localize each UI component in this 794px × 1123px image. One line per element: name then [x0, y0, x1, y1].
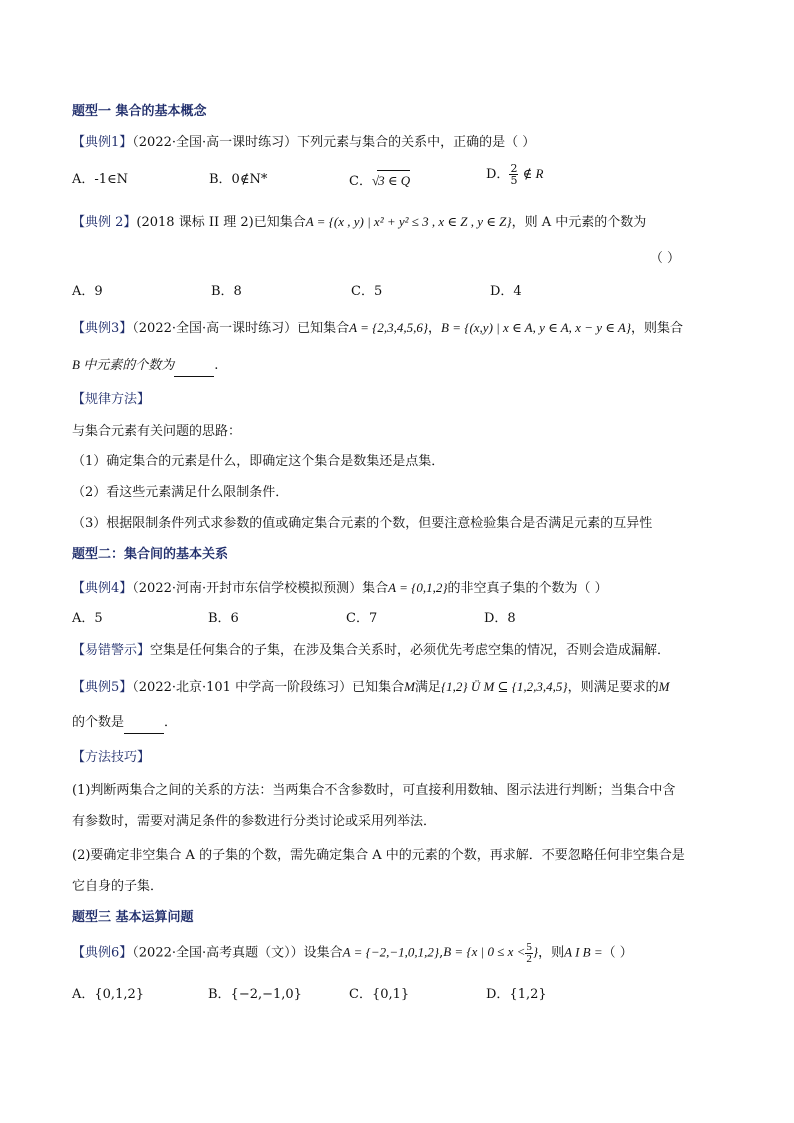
option-c: C．{0,1} [349, 987, 410, 1002]
set-a: A = {0,1,2} [388, 580, 448, 595]
example-6-stem: 【典例6】（2022·全国·高考真题（文））设集合A = {−2,−1,0,1,2},B = {x | 0 ≤ x < $\frac{5}{2}$ }，则A I B =（ ） [72, 941, 633, 965]
rule-line-4: （3）根据限制条件列式求参数的值或确定集合元素的个数，但要注意检验集合是否满足元素的互异性 [72, 516, 653, 531]
option-c: C．7 [346, 611, 378, 626]
option-b: B．0∉N* [209, 172, 268, 187]
set-b: B = {x | 0 ≤ x < $\frac{5}{2}$ } [443, 941, 539, 965]
option-d: D．8 [484, 611, 516, 626]
option-d: D．{1,2} [486, 987, 547, 1002]
example-2-stem: 【典例 2】(2018 课标 II 理 2)已知集合A = {(x , y) | x² + y² ≤ 3 , x ∈ Z , y ∈ Z}，则 A 中元素的个数为 [72, 214, 647, 230]
set-b: B = {(x,y) | x ∈ A, y ∈ A, x − y ∈ A} [441, 320, 632, 335]
answer-blank[interactable] [124, 713, 164, 734]
section-title-2: 题型二：集合间的基本关系 [72, 547, 229, 562]
example-4-stem: 【典例4】（2022·河南·开封市东信学校模拟预测）集合A = {0,1,2}的非空真子集的个数为（ ） [72, 580, 608, 596]
warning-label: 【易错警示】 [72, 643, 151, 658]
rule-label: 【规律方法】 [72, 392, 151, 407]
example-1-stem [72, 133, 535, 153]
option-a: A．{0,1,2} [72, 987, 145, 1002]
tips-line-3: (2)要确定非空集合 A 的子集的个数，需先确定集合 A 中的元素的个数，再求解．不要忽略任何非空集合是 [72, 848, 685, 863]
option-d: D． $\frac{2}{5}$ ∉ R [486, 162, 544, 187]
set-relation: {1,2} Ü M ⊆ {1,2,3,4,5} [440, 679, 568, 694]
option-c: C．5 [351, 284, 383, 299]
tips-label: 【方法技巧】 [72, 750, 151, 765]
warning-note: 【易错警示】空集是任何集合的子集，在涉及集合关系时，必须优先考虑空集的情况，否则会造成漏解． [72, 643, 671, 658]
section-title-1: 题型一 集合的基本概念 [72, 104, 207, 119]
example-label: 【典例3】 [72, 321, 133, 336]
option-b: B．{−2,−1,0} [208, 987, 302, 1002]
example-5-stem: 【典例5】（2022·北京·101 中学高一阶段练习）已知集合M满足{1,2} Ü M ⊆ {1,2,3,4,5}，则满足要求的M [72, 679, 670, 695]
option-b: B．6 [208, 611, 239, 626]
option-c: C．√3 ∈ Q [349, 170, 410, 192]
example-label: 【典例1】 [72, 135, 133, 150]
tips-line-4: 它自身的子集． [72, 879, 164, 894]
set-expression: A = {(x , y) | x² + y² ≤ 3 , x ∈ Z , y ∈ Z} [305, 214, 512, 229]
answer-paren: （ ） [649, 251, 680, 266]
option-b: B．8 [211, 284, 242, 299]
example-3-line2: B 中元素的个数为 . [72, 355, 218, 377]
option-a: A．-1∈N [72, 172, 129, 187]
set-a: A = {−2,−1,0,1,2} [342, 944, 440, 960]
example-label: 【典例4】 [72, 581, 133, 596]
sqrt-expression: √3 ∈ Q [372, 173, 410, 188]
fraction: $\frac{5}{2}$ [526, 941, 532, 965]
option-d: D．4 [490, 284, 522, 299]
rule-line-3: （2）看这些元素满足什么限制条件． [72, 485, 289, 500]
answer-blank[interactable] [174, 356, 214, 377]
example-label: 【典例5】 [72, 680, 133, 695]
example-3-stem: 【典例3】（2022·全国·高一课时练习）已知集合A = {2,3,4,5,6}，B = {(x,y) | x ∈ A, y ∈ A, x − y ∈ A}，则集合 [72, 320, 684, 336]
tips-line-2: 有参数时，需要对满足条件的参数进行分类讨论或采用列举法． [72, 814, 437, 829]
fraction: $\frac{2}{5}$ [510, 162, 518, 187]
option-a: A．9 [72, 284, 103, 299]
tips-line-1: (1)判断两集合之间的关系的方法：当两集合不含参数时，可直接利用数轴、图示法进行判断；当集合中含 [72, 783, 676, 798]
rule-line-2: （1）确定集合的元素是什么，即确定这个集合是数集还是点集． [72, 454, 445, 469]
rule-line-1: 与集合元素有关问题的思路： [72, 424, 242, 439]
example-text: （2022·全国·高一课时练习）下列元素与集合的关系中，正确的是（ ） [132, 135, 536, 150]
example-label: 【典例6】 [72, 945, 133, 961]
option-a: A．5 [72, 611, 103, 626]
set-a: A = {2,3,4,5,6} [349, 320, 429, 335]
example-label: 【典例 2】 [72, 215, 137, 230]
example-5-line2: 的个数是 ． [72, 713, 177, 734]
section-title-3: 题型三 基本运算问题 [72, 910, 194, 925]
